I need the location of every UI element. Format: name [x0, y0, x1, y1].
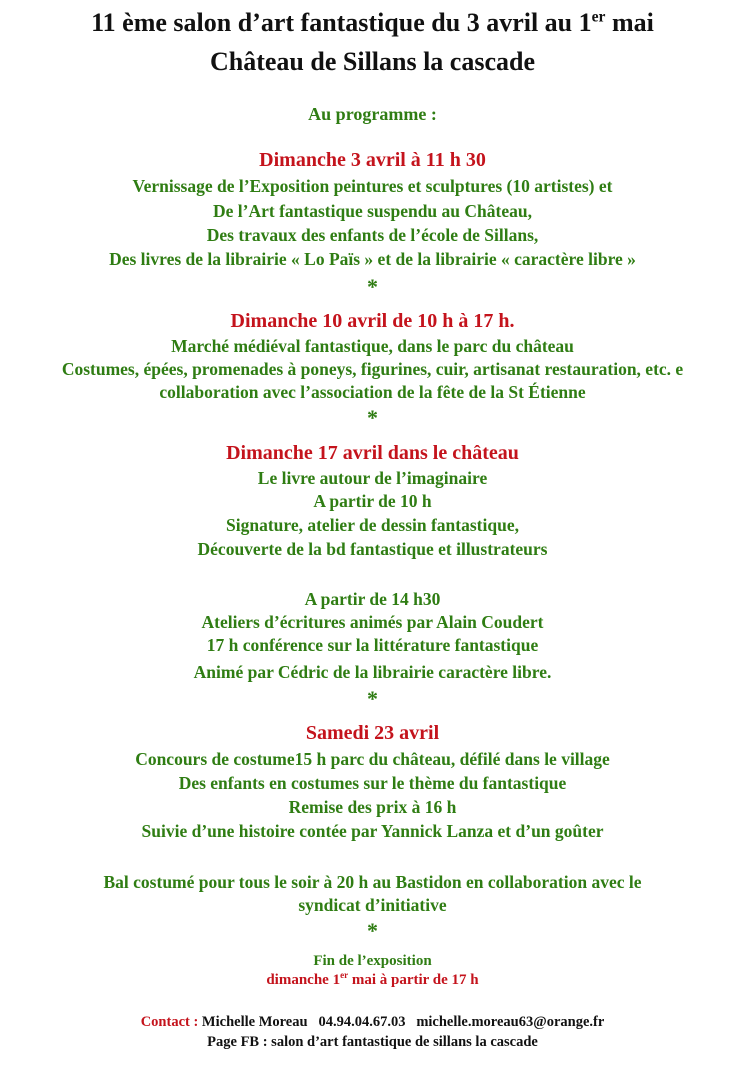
section-3-line: 17 h conférence sur la littérature fantastique [206, 635, 539, 655]
closing-line-1: Fin de l’exposition [313, 953, 432, 969]
section-4-line: Remise des prix à 16 h [288, 797, 457, 817]
section-1-line: Des travaux des enfants de l’école de Sillans, [206, 225, 539, 245]
poster-title-line-1: 11 ème salon d’art fantastique du 3 avril au 1er mai [91, 8, 654, 37]
separator-star: * [367, 686, 378, 711]
section-3-line: Ateliers d’écritures animés par Alain Coudert [201, 612, 544, 632]
section-2-line: Marché médiéval fantastique, dans le parc du château [171, 336, 574, 356]
section-4-line: Concours de costume15 h parc du château, défilé dans le village [135, 749, 610, 769]
contact-email: michelle.moreau63@orange.fr [416, 1014, 605, 1030]
section-4-line: syndicat d’initiative [298, 895, 447, 915]
section-2-heading: Dimanche 10 avril de 10 h à 17 h. [230, 310, 515, 332]
separator-star: * [367, 405, 378, 430]
section-3-line: A partir de 10 h [313, 491, 432, 511]
separator-star: * [367, 918, 378, 943]
section-2-line: collaboration avec l’association de la fête de la St Étienne [159, 382, 586, 402]
section-3-line: Signature, atelier de dessin fantastique, [226, 515, 519, 535]
section-1-line: De l’Art fantastique suspendu au Château, [213, 201, 532, 221]
section-3-line: Découverte de la bd fantastique et illustrateurs [197, 539, 548, 559]
section-3-line: Le livre autour de l’imaginaire [257, 468, 488, 488]
contact-name: Michelle Moreau [201, 1014, 308, 1030]
separator-star: * [367, 274, 378, 299]
section-1-heading: Dimanche 3 avril à 11 h 30 [259, 149, 486, 171]
contact-fb-page: Page FB : salon d’art fantastique de sillans la cascade [207, 1034, 538, 1050]
poster-title-line-2: Château de Sillans la cascade [209, 47, 536, 76]
section-4-line: Suivie d’une histoire contée par Yannick Lanza et d’un goûter [141, 821, 604, 841]
section-3-line: A partir de 14 h30 [304, 589, 441, 609]
contact-line [0, 1015, 745, 1030]
section-1-line: Vernissage de l’Exposition peintures et sculptures (10 artistes) et [132, 176, 613, 196]
section-3-heading: Dimanche 17 avril dans le château [226, 442, 519, 464]
section-4-heading: Samedi 23 avril [305, 722, 440, 744]
section-4-line: Bal costumé pour tous le soir à 20 h au Bastidon en collaboration avec le [103, 872, 642, 892]
contact-phone: 04.94.04.67.03 [318, 1014, 406, 1030]
section-4-line: Des enfants en costumes sur le thème du fantastique [178, 773, 567, 793]
section-2-line: Costumes, épées, promenades à poneys, figurines, cuir, artisanat restauration, etc. e [61, 359, 684, 379]
programme-heading: Au programme : [308, 104, 437, 124]
section-3-line: Animé par Cédric de la librairie caractère libre. [193, 662, 552, 682]
closing-line-2: dimanche 1er mai à partir de 17 h [266, 970, 479, 988]
contact-label: Contact : [140, 1014, 199, 1030]
section-1-line: Des livres de la librairie « Lo Païs » et de la librairie « caractère libre » [109, 249, 636, 269]
